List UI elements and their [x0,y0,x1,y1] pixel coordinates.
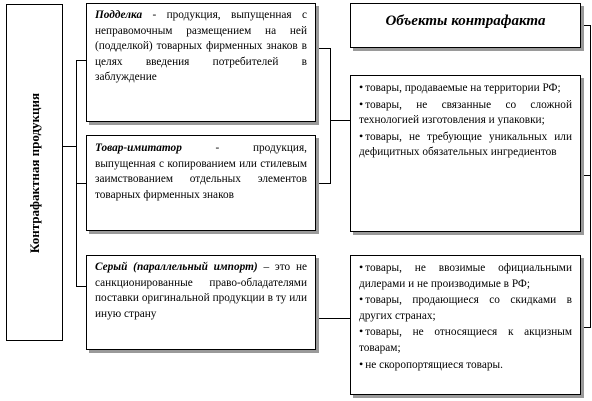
type-imitator-title: Товар-имитатор [95,142,182,154]
objects-group-2-box [350,255,581,395]
connector-to-objects-2-right [581,327,591,328]
counterfeit-products-box [6,4,63,341]
type-fake-title: Подделка [95,9,143,21]
type-imitator-text: - продукция, выпущенная с копированием или стилевым заимствованием отдельных элементов товарных фирменных знаков [95,142,307,201]
objects-title-box [350,3,581,48]
list-item: • товары, не связанные со сложной технологией изготовления и упаковки; [359,97,572,129]
type-grey-title: Серый (параллельный импорт) [95,261,258,273]
connector-grey-out [316,318,350,319]
objects-title: Объекты контрафакта [385,13,546,29]
type-grey-text: – это не санкционированные право-обладателями поставки оригинальной продукции в ту или иную страну [95,261,308,320]
objects-group-1-box [350,75,581,232]
connector-far-right-bus [590,25,591,327]
connector-to-objects-1-right [581,175,591,176]
type-grey-box [86,255,316,350]
list-item: • товары, не требующие уникальных или дефицитных обязательных ингредиентов [359,129,572,161]
connector-right-bus-1 [330,48,331,184]
list-item: • товары, не ввозимые официальными дилерами и не производимые в РФ; [359,260,572,292]
type-imitator-box [86,135,316,231]
connector-fake-out [316,48,330,49]
type-fake-text: - продукция, выпущенная с неправомочным размещением на ней (подделкой) товарных фирменных знаков в целях введения потребителей в заблуждение [95,9,307,84]
list-item: • товары, не относящиеся к акцизным товарам; [359,324,572,356]
list-item: • товары, продаваемые на территории РФ; [359,80,572,97]
list-item: • товары, продающиеся со скидками в других странах; [359,292,572,324]
connector-to-grey [76,286,86,287]
list-item: • не скоропортящиеся товары. [359,357,572,374]
type-fake-box [86,3,316,122]
objects-group-1-list [359,80,572,161]
connector-left-out [63,146,77,147]
connector-to-objects-1 [330,120,350,121]
counterfeit-products-label: Контрафактная продукция [26,92,42,253]
connector-to-imitator [76,183,86,184]
objects-group-2-list [359,260,572,373]
connector-left-bus [76,60,77,287]
connector-imitator-out [316,183,330,184]
connector-to-fake [76,60,86,61]
